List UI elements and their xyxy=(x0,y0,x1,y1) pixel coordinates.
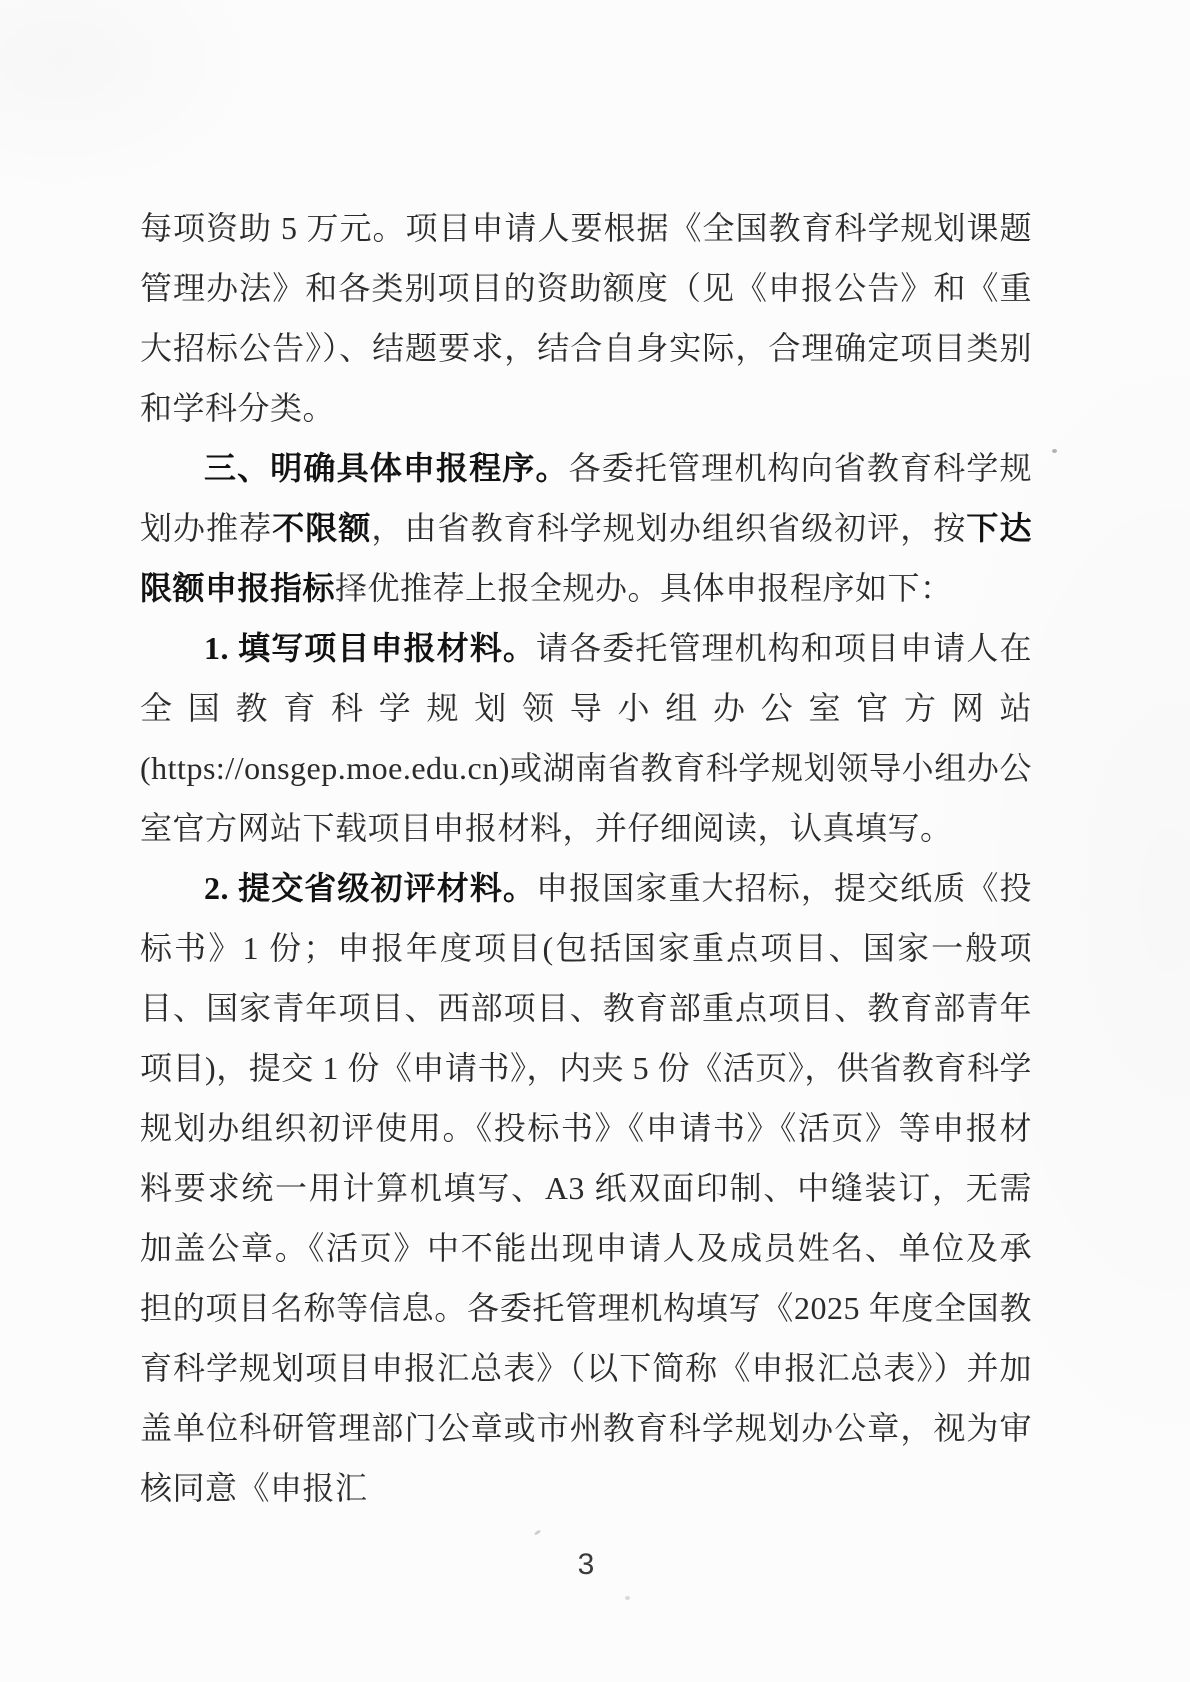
scan-speck xyxy=(534,1529,541,1535)
text-segment: 择优推荐上报全规办。具体申报程序如下： xyxy=(335,570,953,606)
bold-text-segment: 三、明确具体申报程序。 xyxy=(204,450,569,486)
para-funding-continued xyxy=(140,198,1032,438)
text-segment: 请各委托管理机构和项目申请人在全国教育科学规划领导小组办公室官方网站(https://onsgep.moe.edu.cn)或湖南省教育科学规划领导小组办公室官方网站下载项目申报材料，并仔细阅读，认真填写。 xyxy=(140,630,1032,846)
para-step-1-fill-materials xyxy=(140,618,1032,858)
bold-text-segment: 下达限额申报指标 xyxy=(140,510,1032,606)
text-segment: 申报国家重大招标，提交纸质《投标书》1 份；申报年度项目(包括国家重点项目、国家一般项目、国家青年项目、西部项目、教育部重点项目、教育部青年项目)，提交 1 份《申请书》，内夹 5 份《活页》，供省教育科学规划办组织初评使用。《投标书》《申请书》《活页》等申报材料要求统一用计算机填写、A3 纸双面印制、中缝装订，无需加盖公章。《活页》中不能出现申请人及成员姓名、单位及承担的项目名称等信息。各委托管理机构填写《2025 年度全国教育科学规划项目申报汇总表》（以下简称《申报汇总表》）并加盖单位科研管理部门公章或市州教育科学规划办公章，视为审核同意《申报汇 xyxy=(140,870,1032,1506)
bold-text-segment: 2. 提交省级初评材料。 xyxy=(204,870,537,906)
text-segment: 每项资助 5 万元。项目申请人要根据《全国教育科学规划课题管理办法》和各类别项目的资助额度（见《申报公告》和《重大招标公告》）、结题要求，结合自身实际，合理确定项目类别和学科分类。 xyxy=(140,210,1032,426)
scan-speck xyxy=(1052,449,1057,453)
bold-text-segment: 1. 填写项目申报材料。 xyxy=(204,630,537,666)
text-segment: ，由省教育科学规划办组织省级初评，按 xyxy=(371,510,967,546)
document-body xyxy=(140,198,1032,1518)
para-section-three-procedure xyxy=(140,438,1032,618)
text-segment: 各委托管理机构向省教育科学规划办推荐 xyxy=(140,450,1032,546)
scan-speck xyxy=(625,1596,630,1600)
page-number: 3 xyxy=(577,1548,595,1581)
para-step-2-submit-materials xyxy=(140,858,1032,1518)
bold-text-segment: 不限额 xyxy=(272,510,372,546)
